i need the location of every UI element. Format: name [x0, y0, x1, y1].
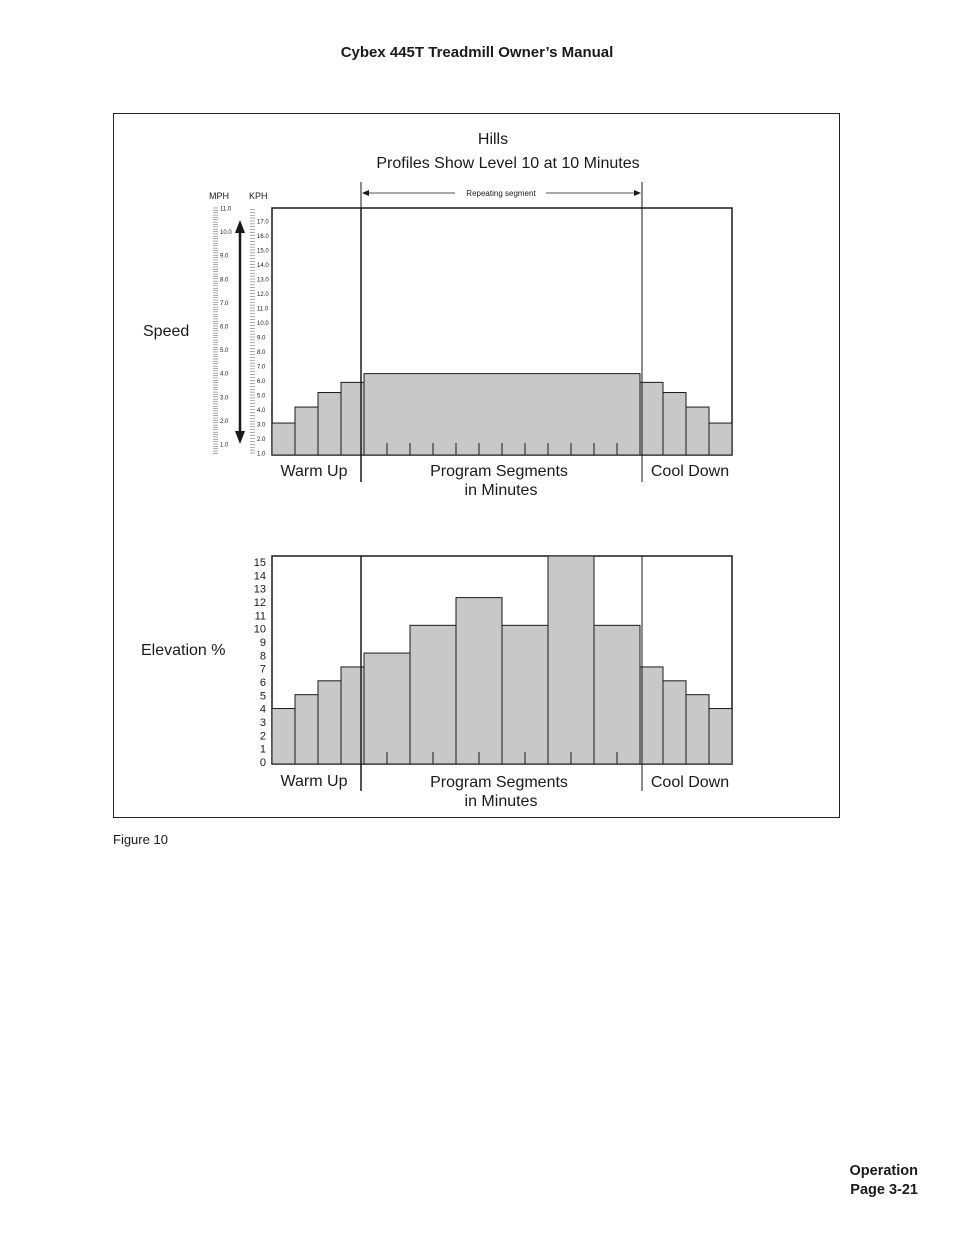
elevation-tick-label: 3	[259, 717, 266, 729]
kph-tick-label: 11.0	[257, 306, 269, 313]
mph-tick-label: 4.0	[220, 371, 229, 378]
mph-tick-label: 10.0	[220, 230, 232, 237]
repeating-arrowhead-left	[362, 190, 369, 196]
kph-tick-label: 14.0	[257, 263, 269, 269]
figure-subtitle: Profiles Show Level 10 at 10 Minutes	[376, 155, 640, 172]
repeating-segment-label: Repeating segment	[466, 189, 536, 198]
kph-tick-label: 7.0	[257, 364, 266, 371]
speed-step-5	[640, 382, 663, 455]
kph-tick-label: 8.0	[257, 350, 266, 356]
elevation-tick-label: 7	[259, 663, 266, 676]
mph-tick-label: 7.0	[220, 300, 229, 307]
footer-page-number: Page 3-21	[850, 1182, 918, 1198]
elevation-step-12	[686, 695, 709, 764]
speed-label: Speed	[143, 323, 190, 340]
speed-program-label-2: in Minutes	[464, 482, 538, 499]
mph-tick-label: 6.0	[220, 324, 229, 331]
speed-warmup-label: Warm Up	[280, 463, 348, 480]
elevation-program-label-1: Program Segments	[430, 774, 568, 791]
elevation-label: Elevation %	[141, 642, 226, 659]
elevation-step-1	[295, 695, 318, 764]
speed-scale-arrowhead-up	[235, 220, 245, 233]
elevation-step-5	[410, 625, 456, 764]
speed-cooldown-label: Cool Down	[650, 463, 730, 480]
mph-label: MPH	[209, 191, 229, 201]
speed-program-label-1: Program Segments	[430, 463, 568, 480]
elevation-tick-label: 0	[259, 757, 266, 769]
mph-tick-label: 8.0	[220, 277, 229, 284]
elevation-program-label-2: in Minutes	[464, 793, 538, 810]
kph-tick-label: 1.0	[257, 451, 266, 458]
figure-caption: Figure 10	[113, 832, 168, 847]
kph-tick-label: 2.0	[257, 437, 266, 443]
elevation-cooldown-label: Cool Down	[650, 774, 730, 791]
kph-tick-label: 12.0	[257, 292, 269, 298]
elevation-tick-label: 6	[259, 677, 266, 689]
kph-tick-label: 6.0	[257, 379, 266, 385]
elevation-tick-label: 2	[259, 730, 266, 743]
elevation-step-2	[318, 681, 341, 764]
speed-step-0	[272, 423, 295, 455]
elevation-chart	[254, 556, 732, 791]
mph-tick-label: 1.0	[220, 442, 229, 449]
speed-step-8	[709, 423, 732, 455]
elevation-step-9	[594, 625, 640, 764]
footer-section: Operation	[849, 1163, 918, 1179]
kph-tick-label: 3.0	[257, 422, 266, 429]
speed-step-7	[686, 407, 709, 455]
elevation-step-6	[456, 598, 502, 764]
speed-step-6	[663, 393, 686, 455]
elevation-step-8	[548, 556, 594, 764]
speed-scale-arrowhead-down	[235, 431, 245, 444]
kph-tick-label: 16.0	[257, 234, 269, 240]
speed-chart	[272, 208, 732, 482]
elevation-tick-label: 13	[253, 583, 266, 596]
kph-tick-label: 5.0	[257, 393, 266, 400]
kph-scale	[250, 209, 269, 457]
page-footer	[850, 1162, 918, 1200]
repeating-arrowhead-right	[634, 190, 641, 196]
mph-scale	[213, 207, 232, 454]
mph-tick-label: 9.0	[220, 253, 229, 260]
speed-step-2	[318, 393, 341, 455]
elevation-tick-label: 5	[259, 690, 266, 703]
elevation-tick-label: 1	[259, 743, 266, 756]
speed-step-4	[364, 374, 640, 455]
elevation-step-0	[272, 709, 295, 764]
kph-tick-label: 10.0	[257, 321, 269, 327]
elevation-tick-label: 4	[259, 703, 266, 716]
elevation-step-11	[663, 681, 686, 764]
elevation-step-10	[640, 667, 663, 764]
mph-tick-label: 2.0	[220, 418, 229, 425]
mph-tick-label: 11.0	[220, 206, 232, 213]
kph-tick-label: 4.0	[257, 408, 266, 414]
elevation-step-4	[364, 653, 410, 764]
elevation-tick-label: 10	[253, 623, 266, 636]
kph-label: KPH	[249, 191, 268, 201]
elevation-step-7	[502, 625, 548, 764]
mph-tick-label: 5.0	[220, 348, 229, 355]
kph-tick-label: 15.0	[257, 248, 269, 255]
elevation-tick-label: 12	[253, 597, 266, 609]
figure-title: Hills	[477, 131, 509, 148]
speed-step-1	[295, 407, 318, 455]
kph-tick-label: 17.0	[257, 219, 269, 226]
elevation-tick-label: 15	[253, 557, 266, 569]
kph-tick-label: 13.0	[257, 277, 269, 284]
elevation-warmup-label: Warm Up	[280, 773, 348, 790]
elevation-step-13	[709, 709, 732, 764]
elevation-tick-label: 11	[254, 610, 266, 623]
elevation-tick-label: 9	[259, 637, 266, 649]
elevation-tick-label: 14	[253, 570, 266, 583]
page-header-title: Cybex 445T Treadmill Owner’s Manual	[340, 44, 614, 61]
elevation-tick-label: 8	[259, 650, 266, 663]
mph-tick-label: 3.0	[220, 395, 229, 402]
kph-tick-label: 9.0	[257, 335, 266, 342]
